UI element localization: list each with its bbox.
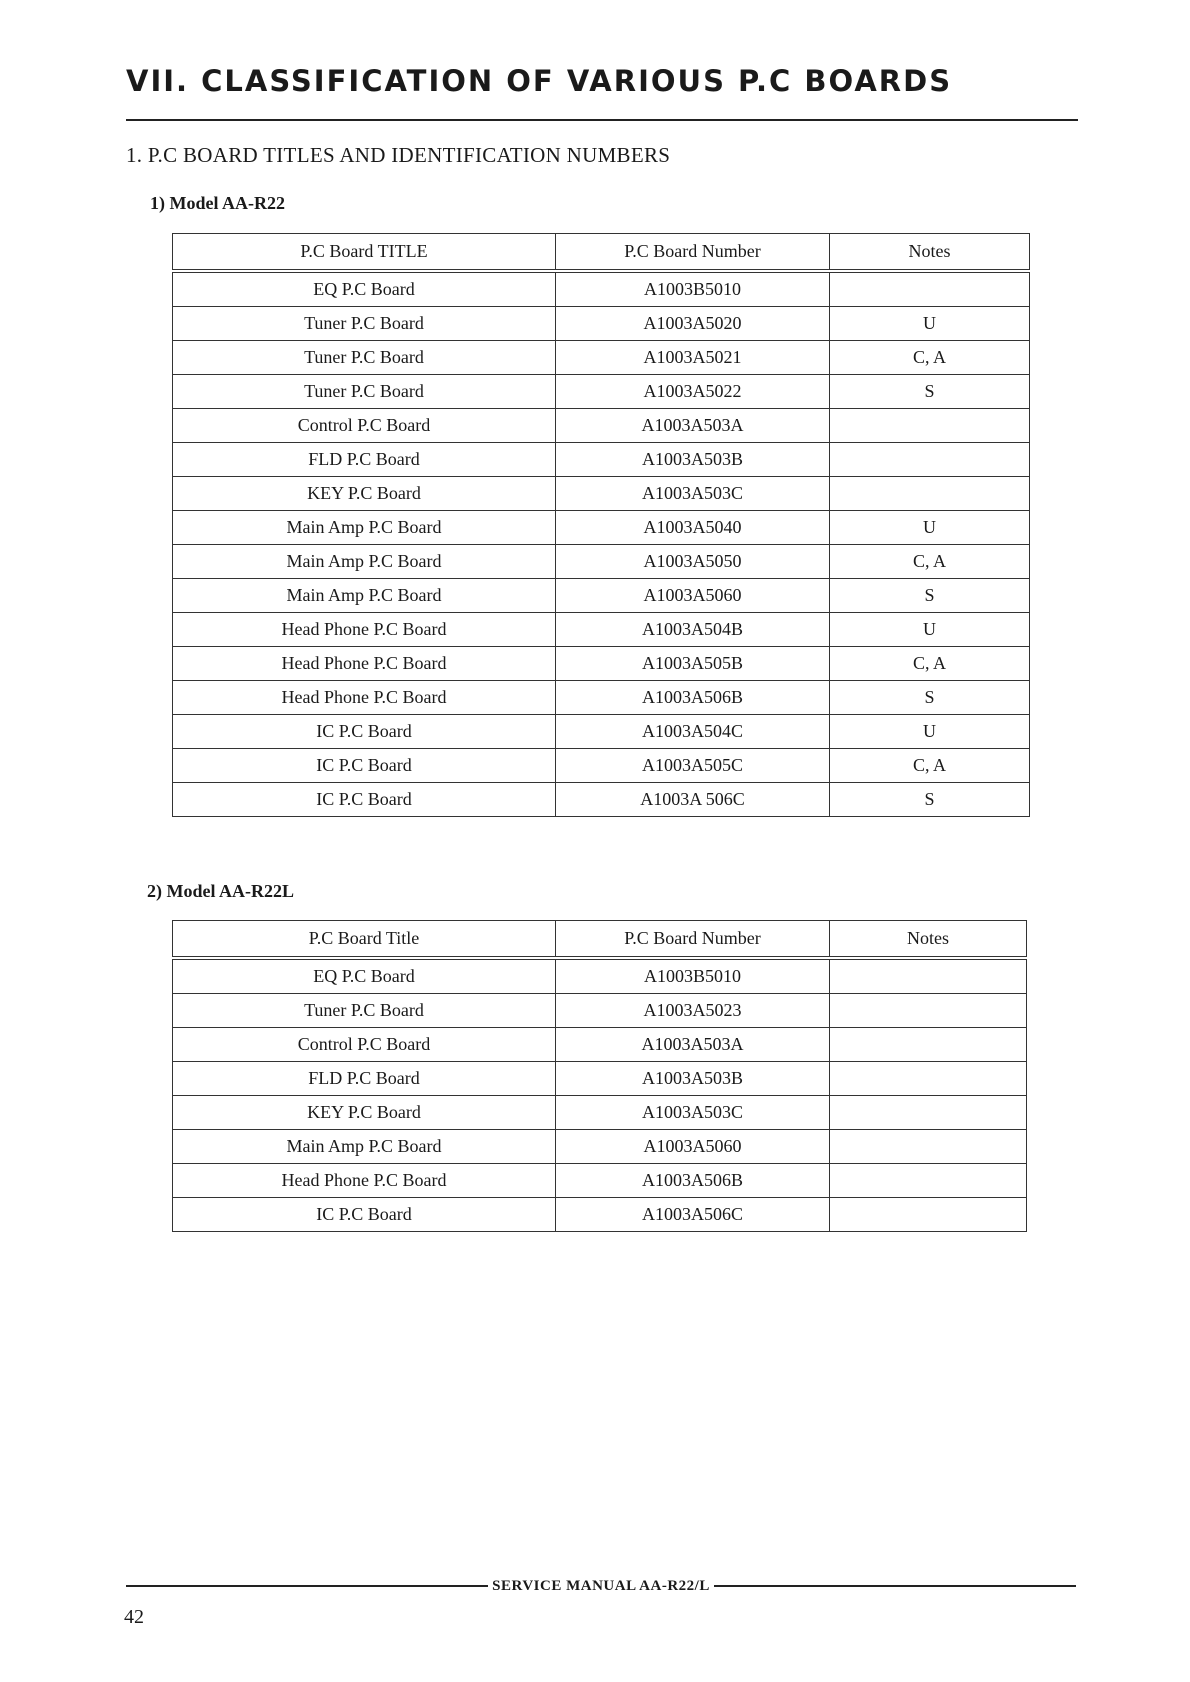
cell-board-number: A1003A5060 (556, 1130, 830, 1164)
table-row (173, 749, 1030, 783)
cell-notes (830, 994, 1027, 1028)
cell-board-title: Head Phone P.C Board (173, 681, 556, 715)
cell-notes: S (830, 681, 1030, 715)
cell-notes (830, 443, 1030, 477)
model1-table (172, 233, 1030, 817)
cell-notes: U (830, 715, 1030, 749)
cell-board-number: A1003A5022 (556, 375, 830, 409)
cell-board-title: Tuner P.C Board (173, 375, 556, 409)
model2-table (172, 920, 1027, 1232)
cell-notes: S (830, 579, 1030, 613)
table-row (173, 579, 1030, 613)
table-row (173, 443, 1030, 477)
cell-board-title: FLD P.C Board (173, 443, 556, 477)
cell-board-number: A1003A5021 (556, 341, 830, 375)
page-number: 42 (124, 1606, 144, 1628)
cell-board-title: Control P.C Board (173, 1028, 556, 1062)
table-row (173, 511, 1030, 545)
header-title: P.C Board TITLE (173, 234, 556, 272)
header-number: P.C Board Number (556, 921, 830, 959)
cell-notes (830, 271, 1030, 307)
cell-notes (830, 1096, 1027, 1130)
cell-notes (830, 1062, 1027, 1096)
table-row (173, 681, 1030, 715)
title-rule (126, 119, 1078, 121)
table-row (173, 994, 1027, 1028)
cell-board-title: Main Amp P.C Board (173, 579, 556, 613)
cell-board-title: Head Phone P.C Board (173, 647, 556, 681)
cell-board-title: Tuner P.C Board (173, 994, 556, 1028)
section-heading: 1. P.C BOARD TITLES AND IDENTIFICATION NUMBERS (126, 143, 671, 167)
model1-heading: 1) Model AA-R22 (150, 193, 285, 213)
cell-board-title: EQ P.C Board (173, 271, 556, 307)
cell-notes: U (830, 307, 1030, 341)
cell-board-number: A1003A503C (556, 1096, 830, 1130)
table-row (173, 647, 1030, 681)
cell-board-title: KEY P.C Board (173, 1096, 556, 1130)
cell-board-title: Head Phone P.C Board (173, 1164, 556, 1198)
cell-notes: S (830, 375, 1030, 409)
cell-board-number: A1003A5023 (556, 994, 830, 1028)
cell-board-number: A1003A506C (556, 1198, 830, 1232)
cell-notes (830, 409, 1030, 443)
cell-board-number: A1003A505C (556, 749, 830, 783)
table-row (173, 409, 1030, 443)
model2-heading: 2) Model AA-R22L (147, 881, 294, 901)
table-row (173, 958, 1027, 994)
cell-notes (830, 1028, 1027, 1062)
cell-notes: C, A (830, 647, 1030, 681)
cell-board-title: Control P.C Board (173, 409, 556, 443)
cell-board-number: A1003A506B (556, 681, 830, 715)
table-row (173, 1164, 1027, 1198)
cell-notes: C, A (830, 341, 1030, 375)
cell-notes (830, 477, 1030, 511)
table-row (173, 613, 1030, 647)
table-row (173, 1198, 1027, 1232)
table-row (173, 715, 1030, 749)
footer-text: SERVICE MANUAL AA-R22/L (492, 1577, 710, 1594)
cell-board-number: A1003A504C (556, 715, 830, 749)
cell-notes: U (830, 613, 1030, 647)
cell-board-number: A1003A5040 (556, 511, 830, 545)
cell-board-number: A1003A506B (556, 1164, 830, 1198)
cell-board-number: A1003A503B (556, 443, 830, 477)
table-row (173, 375, 1030, 409)
cell-board-number: A1003B5010 (556, 271, 830, 307)
cell-board-title: FLD P.C Board (173, 1062, 556, 1096)
cell-notes (830, 1164, 1027, 1198)
cell-notes: U (830, 511, 1030, 545)
cell-board-title: IC P.C Board (173, 783, 556, 817)
table-row (173, 1028, 1027, 1062)
cell-board-number: A1003B5010 (556, 958, 830, 994)
table-row (173, 307, 1030, 341)
cell-board-title: Tuner P.C Board (173, 341, 556, 375)
table-row (173, 545, 1030, 579)
table-row (173, 477, 1030, 511)
table-row (173, 783, 1030, 817)
cell-notes (830, 1130, 1027, 1164)
cell-board-title: Tuner P.C Board (173, 307, 556, 341)
footer-rule-right (714, 1585, 1076, 1587)
cell-board-number: A1003A503A (556, 1028, 830, 1062)
cell-board-title: EQ P.C Board (173, 958, 556, 994)
cell-board-number: A1003A503B (556, 1062, 830, 1096)
footer-rule-left (126, 1585, 488, 1587)
table-row (173, 1130, 1027, 1164)
table-header-row (173, 921, 1027, 959)
cell-board-number: A1003A504B (556, 613, 830, 647)
cell-board-number: A1003A 506C (556, 783, 830, 817)
table-header-row (173, 234, 1030, 272)
header-notes: Notes (830, 234, 1030, 272)
cell-board-title: Head Phone P.C Board (173, 613, 556, 647)
header-number: P.C Board Number (556, 234, 830, 272)
cell-notes (830, 958, 1027, 994)
table-row (173, 271, 1030, 307)
footer (126, 1574, 1076, 1598)
cell-notes (830, 1198, 1027, 1232)
cell-board-title: Main Amp P.C Board (173, 511, 556, 545)
cell-board-title: IC P.C Board (173, 1198, 556, 1232)
cell-board-number: A1003A503A (556, 409, 830, 443)
cell-notes: C, A (830, 545, 1030, 579)
cell-board-number: A1003A5050 (556, 545, 830, 579)
table-row (173, 1096, 1027, 1130)
cell-board-title: Main Amp P.C Board (173, 1130, 556, 1164)
cell-board-title: IC P.C Board (173, 749, 556, 783)
cell-board-number: A1003A5020 (556, 307, 830, 341)
cell-board-title: Main Amp P.C Board (173, 545, 556, 579)
chapter-title: VII. CLASSIFICATION OF VARIOUS P.C BOARDS (126, 64, 953, 98)
cell-board-number: A1003A503C (556, 477, 830, 511)
cell-board-number: A1003A5060 (556, 579, 830, 613)
table-row (173, 341, 1030, 375)
cell-notes: S (830, 783, 1030, 817)
cell-notes: C, A (830, 749, 1030, 783)
cell-board-title: KEY P.C Board (173, 477, 556, 511)
header-title: P.C Board Title (173, 921, 556, 959)
table-row (173, 1062, 1027, 1096)
cell-board-number: A1003A505B (556, 647, 830, 681)
cell-board-title: IC P.C Board (173, 715, 556, 749)
header-notes: Notes (830, 921, 1027, 959)
